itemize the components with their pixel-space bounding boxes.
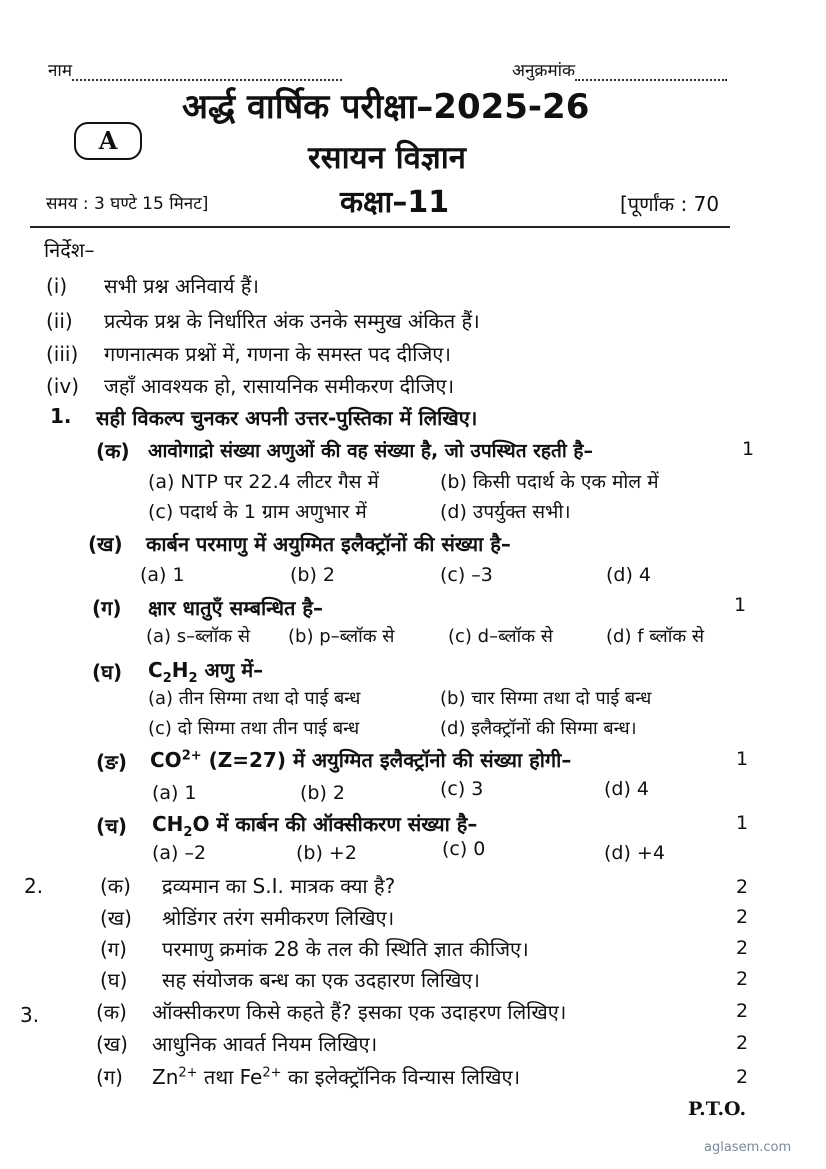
q1-part-text: $CO^{2+}$ (Z=27) में अयुग्मित इलैक्ट्रॉनो की संख्या होगी– [150,748,572,772]
q3-number: 3. [20,1003,40,1027]
set-code-badge: A [74,122,142,160]
q1-part-label: (ग) [92,596,122,620]
option: (b) किसी पदार्थ के एक मोल में [440,471,659,493]
marks: 2 [736,1000,749,1022]
instructions-heading: निर्देश– [44,238,95,262]
q2-part: (ख) श्रोडिंगर तरंग समीकरण लिखिए। [100,906,395,930]
option: (d) 4 [604,778,650,800]
option: (a) 1 [140,564,185,586]
q1-part-text: $CH_2O$ में कार्बन की ऑक्सीकरण संख्या है– [152,812,478,840]
instruction-item: (iv) जहाँ आवश्यक हो, रासायनिक समीकरण दीजिए। [46,374,455,398]
option: (b) +2 [296,842,357,864]
q1-part-label: (क) [96,439,130,463]
name-field [48,58,342,81]
marks: 2 [736,937,749,959]
pto-label: P.T.O. [688,1098,747,1120]
option: (c) पदार्थ के 1 ग्राम अणुभार में [148,501,367,523]
q1-part-text: क्षार धातुएँ सम्बन्धित है– [148,596,324,620]
option: (c) d–ब्लॉक से [448,626,553,647]
exam-title: अर्द्ध वार्षिक परीक्षा–2025-26 [182,87,590,127]
option: (c) दो सिग्मा तथा तीन पाई बन्ध [148,718,360,739]
marks: 1 [736,812,749,834]
roll-dotted-line [575,79,727,81]
q1-part-text: आवोगाद्रो संख्या अणुओं की वह संख्या है, जो उपस्थित रहती है– [148,440,593,462]
option: (b) p–ब्लॉक से [288,626,395,647]
marks: 1 [734,594,747,616]
instruction-item: (ii) प्रत्येक प्रश्न के निर्धारित अंक उनके सम्मुख अंकित हैं। [46,309,480,333]
max-marks: [पूर्णांक : 70 [620,192,720,216]
marks: 2 [736,1066,749,1088]
marks: 2 [736,968,749,990]
option: (d) +4 [604,842,665,864]
q1-part-label: (ख) [88,532,123,556]
option: (a) NTP पर 22.4 लीटर गैस में [148,471,379,493]
option: (a) s–ब्लॉक से [146,626,251,647]
q1-instruction: सही विकल्प चुनकर अपनी उत्तर-पुस्तिका में लिखिए। [96,406,478,430]
option: (d) 4 [606,564,652,586]
q3-part: (ग) $Zn^{2+}$ तथा $Fe^{2+}$ का इलेक्ट्रॉनिक विन्यास लिखिए। [96,1065,521,1089]
option: (b) 2 [290,564,336,586]
option: (d) इलैक्ट्रॉनों की सिग्मा बन्ध। [440,718,637,739]
marks: 1 [736,748,749,770]
option: (c) –3 [440,564,493,586]
name-dotted-line [72,79,342,81]
option: (b) 2 [300,782,346,804]
header-divider [30,226,730,228]
roll-number-field [512,58,727,81]
marks: 2 [736,1032,749,1054]
marks: 1 [742,438,755,460]
watermark: aglasem.com [704,1140,792,1155]
q2-part: (घ) सह संयोजक बन्ध का एक उदहारण लिखिए। [100,968,480,992]
q1-part-text: $C_2H_2$ अणु में– [148,658,264,686]
q2-part: (ग) परमाणु क्रमांक 28 के तल की स्थिति ज्ञात कीजिए। [100,937,529,961]
q1-part-text: कार्बन परमाणु में अयुग्मित इलैक्ट्रॉनों की संख्या है– [146,532,511,556]
q2-part: (क) द्रव्यमान का S.I. मात्रक क्या है? [100,874,396,898]
option: (c) 3 [440,778,484,800]
option: (d) उपर्युक्त सभी। [440,501,571,523]
option: (a) 1 [152,782,197,804]
option: (b) चार सिग्मा तथा दो पाई बन्ध [440,688,652,709]
option: (d) f ब्लॉक से [606,626,705,647]
marks: 2 [736,906,749,928]
q1-number: 1. [50,404,72,428]
instruction-item: (i) सभी प्रश्न अनिवार्य हैं। [46,274,260,298]
time-allowed: समय : 3 घण्टे 15 मिनट] [46,194,209,214]
q3-part: (ख) आधुनिक आवर्त नियम लिखिए। [96,1032,378,1056]
q2-number: 2. [24,874,44,898]
q1-part-label: (च) [96,814,127,838]
q1-part-label: (घ) [92,660,123,684]
option: (a) तीन सिग्मा तथा दो पाई बन्ध [148,688,361,709]
class-title: कक्षा–11 [340,185,450,220]
name-label: नाम [48,61,73,81]
option: (c) 0 [442,838,486,860]
q3-part: (क) ऑक्सीकरण किसे कहते हैं? इसका एक उदाहरण लिखिए। [96,1000,567,1024]
roll-label: अनुक्रमांक [512,61,576,81]
q1-part-label: (ङ) [96,750,128,774]
instruction-item: (iii) गणनात्मक प्रश्नों में, गणना के समस्त पद दीजिए। [46,342,451,366]
subject-title: रसायन विज्ञान [308,140,467,176]
option: (a) –2 [152,842,207,864]
marks: 2 [736,876,749,898]
